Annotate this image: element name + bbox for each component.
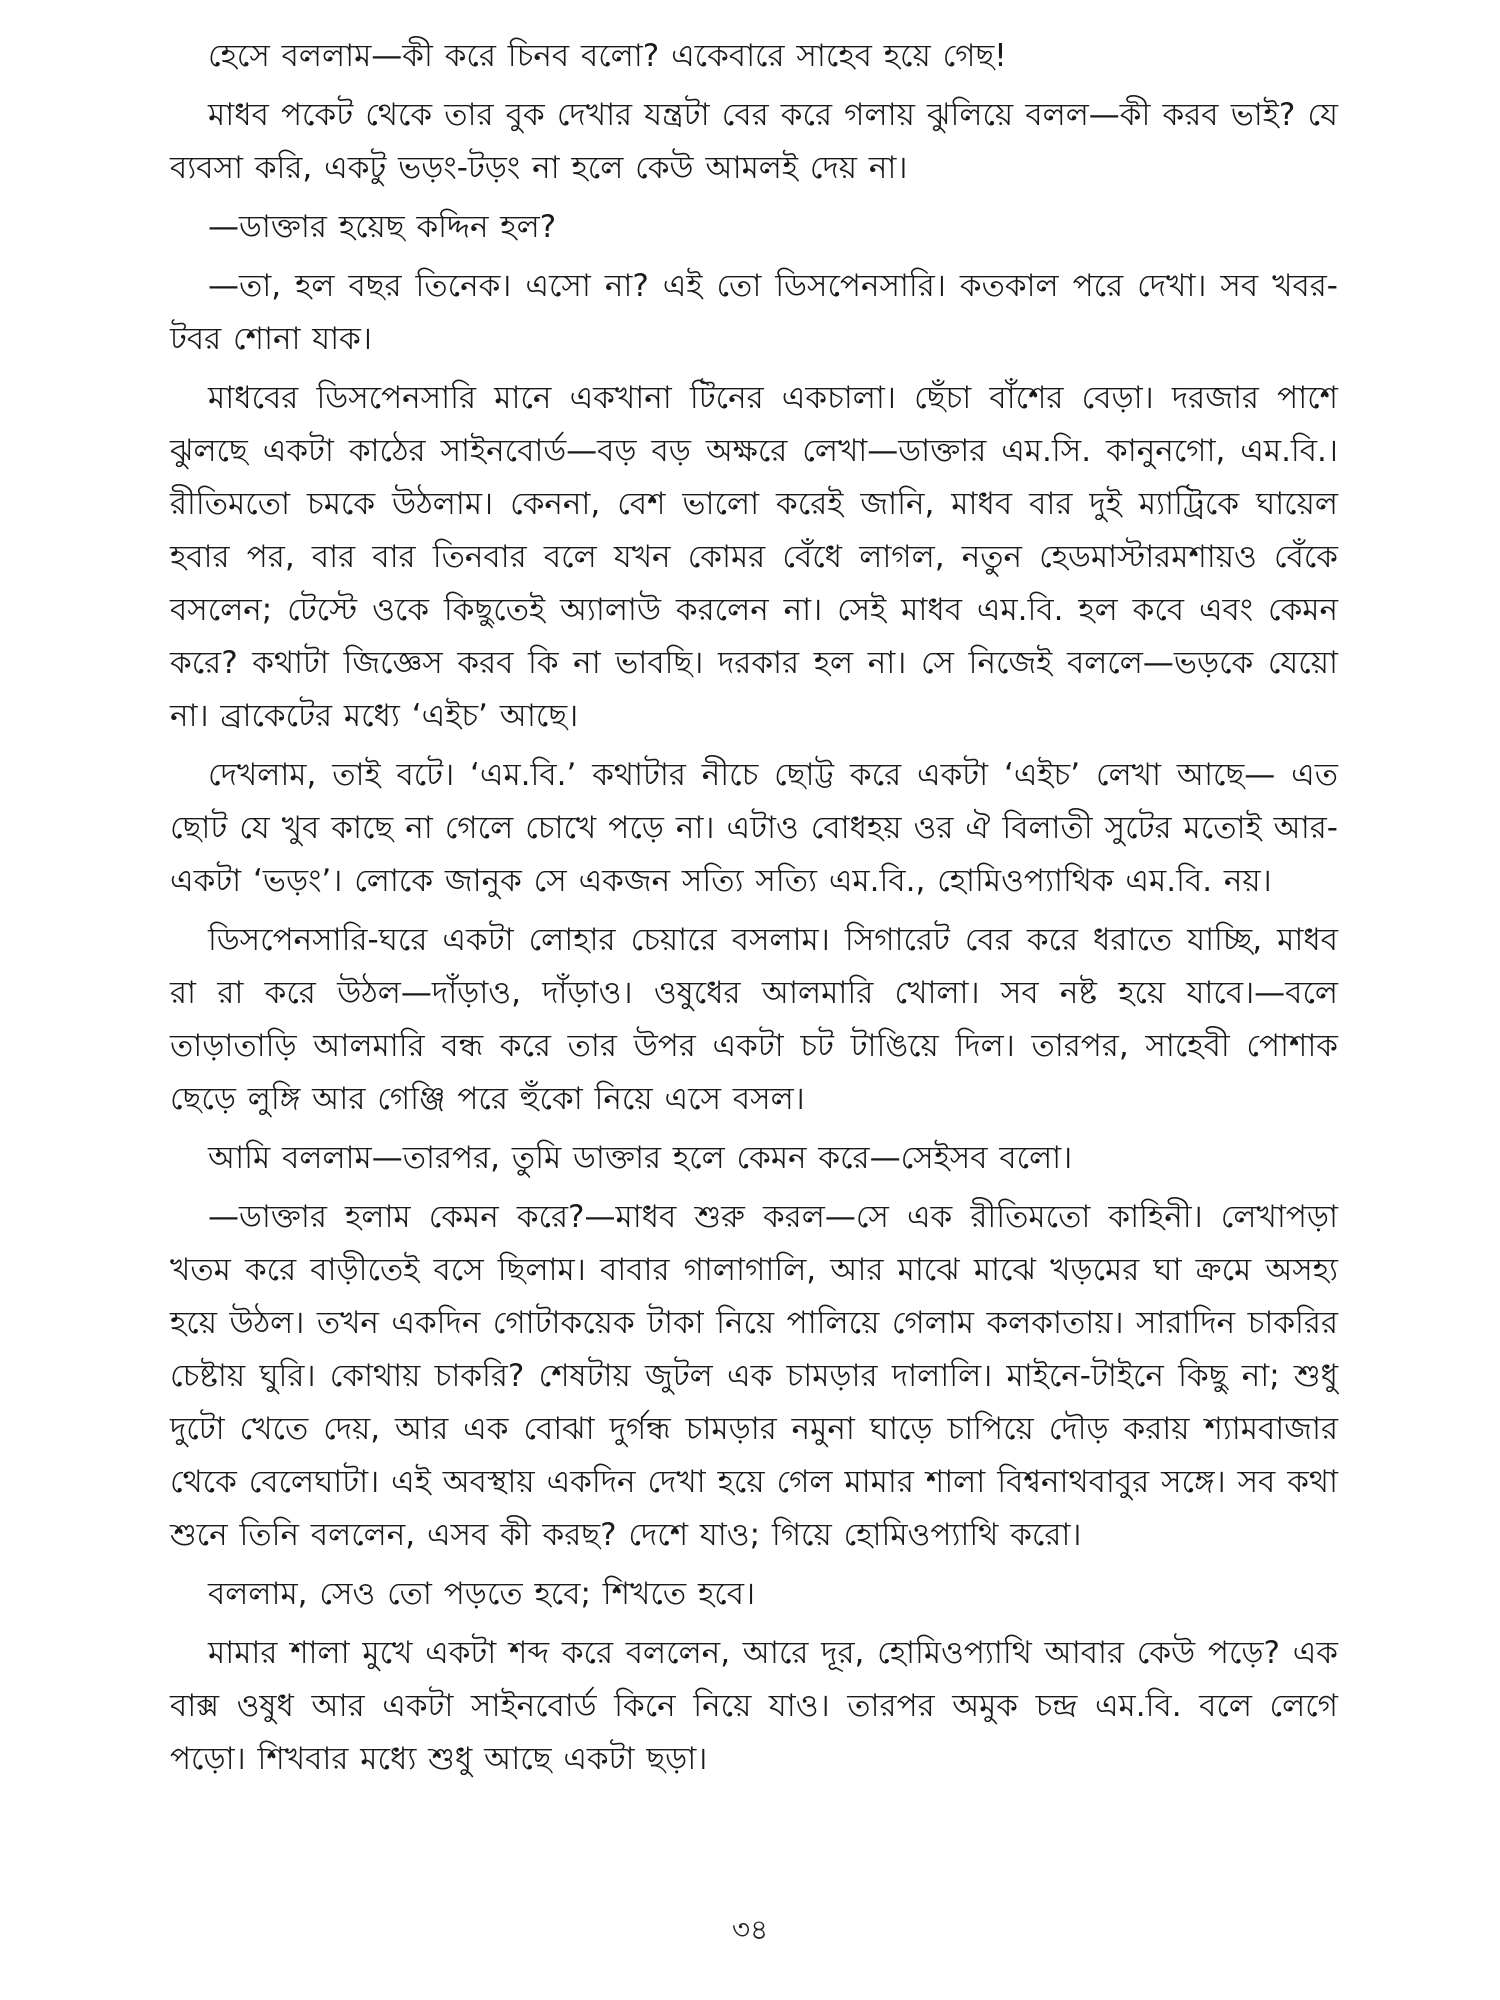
paragraph: —ডাক্তার হলাম কেমন করে?—মাধব শুরু করল—সে এক রীতিমতো কাহিনী। লেখাপড়া খতম করে বাড়ীতেই বসে ছিলাম। বাবার গালাগালি, আর মাঝে মাঝে খড়মের ঘা ক্রমে অসহ্য হয়ে উঠল। তখন একদিন গোটাকয়েক টাকা নিয়ে পালিয়ে গেলাম কলকাতায়। সারাদিন চাকরির চেষ্টায় ঘুরি। কোথায় চাকরি? শেষটায় জুটল এক চামড়ার দালালি। মাইনে-টাইনে কিছু না; শুধু দুটো খেতে দেয়, আর এক বোঝা দুর্গন্ধ চামড়ার নমুনা ঘাড়ে চাপিয়ে দৌড় করায় শ্যামবাজার থেকে বেলেঘাটা। এই অবস্থায় একদিন দেখা হয়ে গেল মামার শালা বিশ্বনাথবাবুর সঙ্গে। সব কথা শুনে তিনি বললেন, এসব কী করছ? দেশে যাও; গিয়ে হোমিওপ্যাথি করো। bbox=[170, 1199, 1338, 1553]
paragraph: ডিসপেনসারি-ঘরে একটা লোহার চেয়ারে বসলাম। সিগারেট বের করে ধরাতে যাচ্ছি, মাধব রা রা করে উঠল—দাঁড়াও, দাঁড়াও। ওষুধের আলমারি খোলা। সব নষ্ট হয়ে যাবে।—বলে তাড়াতাড়ি আলমারি বন্ধ করে তার উপর একটা চট টাঙিয়ে দিল। তারপর, সাহেবী পোশাক ছেড়ে লুঙ্গি আর গেঞ্জি পরে হুঁকো নিয়ে এসে বসল। bbox=[170, 922, 1338, 1117]
paragraph: —ডাক্তার হয়েছ কদ্দিন হল? bbox=[208, 209, 557, 245]
page-body bbox=[170, 30, 1338, 1792]
paragraph: বললাম, সেও তো পড়তে হবে; শিখতে হবে। bbox=[208, 1576, 756, 1612]
paragraph: হেসে বললাম—কী করে চিনব বলো? একেবারে সাহেব হয়ে গেছ! bbox=[208, 38, 1007, 74]
paragraph: —তা, হল বছর তিনেক। এসো না? এই তো ডিসপেনসারি। কতকাল পরে দেখা। সব খবর-টবর শোনা যাক। bbox=[170, 268, 1338, 357]
paragraph: মামার শালা মুখে একটা শব্দ করে বললেন, আরে দূর, হোমিওপ্যাথি আবার কেউ পড়ে? এক বাক্স ওষুধ আর একটা সাইনবোর্ড কিনে নিয়ে যাও। তারপর অমুক চন্দ্র এম.বি. বলে লেগে পড়ো। শিখবার মধ্যে শুধু আছে একটা ছড়া। bbox=[170, 1635, 1338, 1777]
paragraph: দেখলাম, তাই বটে। ‘এম.বি.’ কথাটার নীচে ছোট্ট করে একটা ‘এইচ’ লেখা আছে— এত ছোট যে খুব কাছে না গেলে চোখে পড়ে না। এটাও বোধহয় ওর ঐ বিলাতী সুটের মতোই আর-একটা ‘ভড়ং’। লোকে জানুক সে একজন সত্যি সত্যি এম.বি., হোমিওপ্যাথিক এম.বি. নয়। bbox=[170, 757, 1338, 899]
paragraph: মাধব পকেট থেকে তার বুক দেখার যন্ত্রটা বের করে গলায় ঝুলিয়ে বলল—কী করব ভাই? যে ব্যবসা করি, একটু ভড়ং-টড়ং না হলে কেউ আমলই দেয় না। bbox=[170, 97, 1338, 186]
page-number: ৩৪ bbox=[731, 1913, 769, 1946]
paragraph: মাধবের ডিসপেনসারি মানে একখানা টিনের একচালা। ছেঁচা বাঁশের বেড়া। দরজার পাশে ঝুলছে একটা কাঠের সাইনবোর্ড—বড় বড় অক্ষরে লেখা—ডাক্তার এম.সি. কানুনগো, এম.বি.। রীতিমতো চমকে উঠলাম। কেননা, বেশ ভালো করেই জানি, মাধব বার দুই ম্যাট্রিকে ঘায়েল হবার পর, বার বার তিনবার বলে যখন কোমর বেঁধে লাগল, নতুন হেডমাস্টারমশায়ও বেঁকে বসলেন; টেস্টে ওকে কিছুতেই অ্যালাউ করলেন না। সেই মাধব এম.বি. হল কবে এবং কেমন করে? কথাটা জিজ্ঞেস করব কি না ভাবছি। দরকার হল না। সে নিজেই বললে—ভড়কে যেয়ো না। ব্রাকেটের মধ্যে ‘এইচ’ আছে। bbox=[170, 380, 1338, 734]
paragraph: আমি বললাম—তারপর, তুমি ডাক্তার হলে কেমন করে—সেইসব বলো। bbox=[208, 1140, 1073, 1176]
